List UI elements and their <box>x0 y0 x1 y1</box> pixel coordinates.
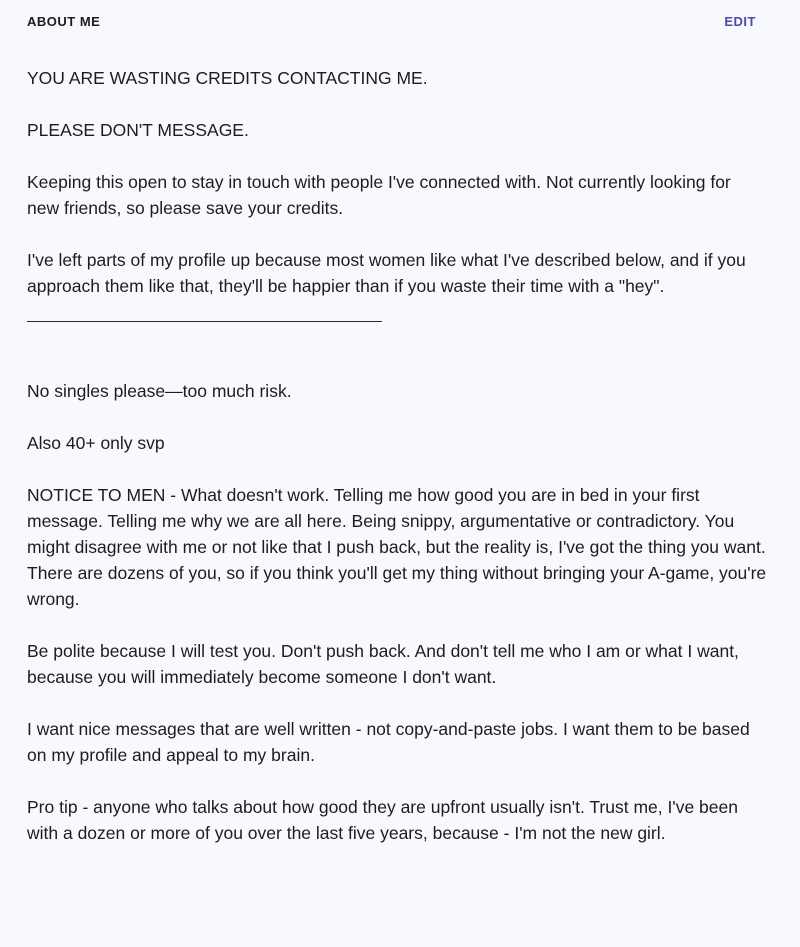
about-paragraph-1: YOU ARE WASTING CREDITS CONTACTING ME. <box>27 68 428 88</box>
about-me-text <box>27 65 767 872</box>
about-me-header <box>27 11 756 31</box>
about-paragraph-5: No singles please—too much risk. <box>27 381 292 401</box>
about-paragraph-9: I want nice messages that are well written - not copy-and-paste jobs. I want them to be based on my profile and appeal to my brain. <box>27 719 750 765</box>
section-title: ABOUT ME <box>27 13 101 29</box>
about-paragraph-2: PLEASE DON'T MESSAGE. <box>27 120 249 140</box>
divider-spacer <box>27 322 767 378</box>
about-paragraph-6: Also 40+ only svp <box>27 433 165 453</box>
about-paragraph-10: Pro tip - anyone who talks about how good they are upfront usually isn't. Trust me, I've been with a dozen or more of you over the last five years, because - I'm not the new girl. <box>27 797 738 843</box>
about-paragraph-8: Be polite because I will test you. Don't push back. And don't tell me who I am or what I want, because you will immediately become someone I don't want. <box>27 641 739 687</box>
about-paragraph-4: I've left parts of my profile up because most women like what I've described below, and if you approach them like that, they'll be happier than if you waste their time with a "hey". <box>27 250 746 296</box>
edit-button[interactable]: EDIT <box>724 13 756 29</box>
about-paragraph-7: NOTICE TO MEN - What doesn't work. Telling me how good you are in bed in your first message. Telling me why we are all here. Being snippy, argumentative or contradictory. You might disagree with me or not like that I push back, but the reality is, I've got the thing you want. There are dozens of you, so if you think you'll get my thing without bringing your A-game, you're wrong. <box>27 485 767 609</box>
about-paragraph-3: Keeping this open to stay in touch with people I've connected with. Not currently looking for new friends, so please save your credits. <box>27 172 731 218</box>
